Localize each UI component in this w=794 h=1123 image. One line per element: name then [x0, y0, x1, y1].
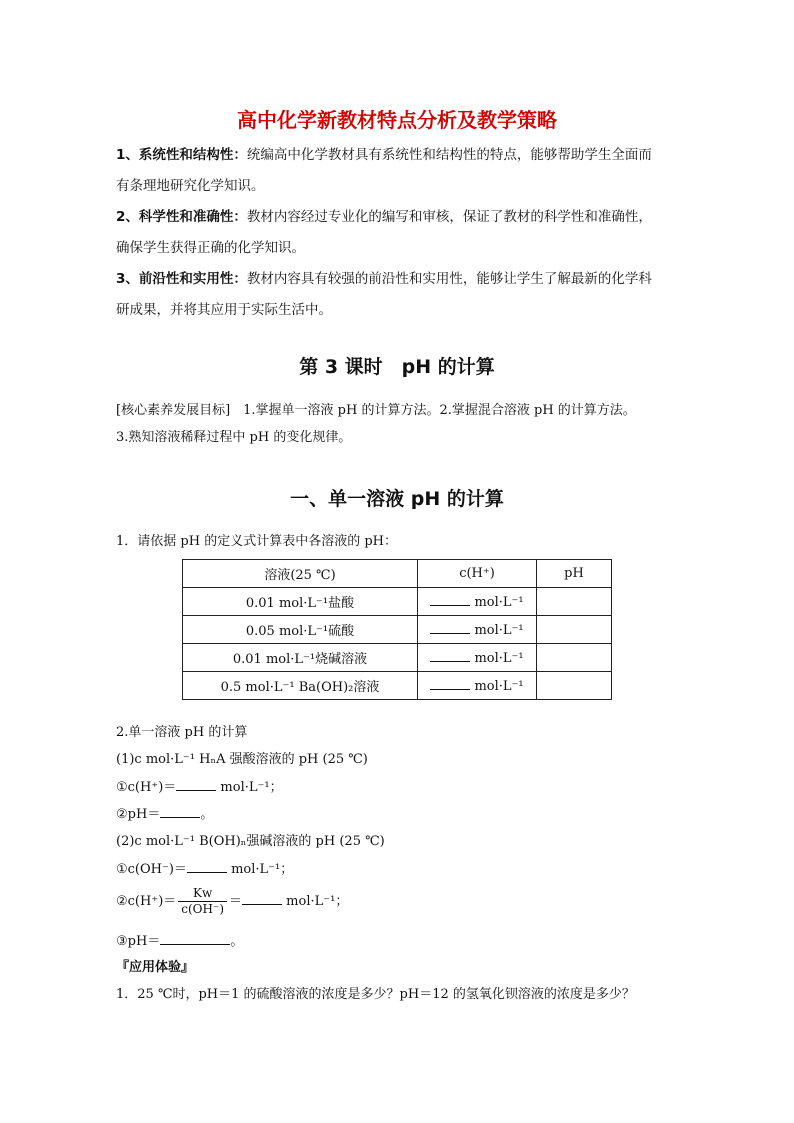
feature-1-label: 1、系统性和结构性：: [116, 147, 247, 163]
feature-2-line1: 2、科学性和准确性：教材内容经过专业化的编写和审核，保证了教材的科学性和准确性，: [116, 209, 652, 225]
feature-2-line2: 确保学生获得正确的化学知识。: [116, 240, 305, 256]
table-header-ph: pH: [537, 560, 612, 588]
apply-question-1: 1．25 ℃时，pH＝1 的硫酸溶液的浓度是多少？pH＝12 的氢氧化钡溶液的浓度是多少？: [116, 987, 635, 1002]
answer-blank[interactable]: [176, 778, 216, 791]
table-cell-solution: 0.05 mol·L⁻¹硫酸: [183, 616, 418, 644]
table-cell-concentration: mol·L⁻¹: [418, 616, 537, 644]
base-item-2: ②c(H⁺)＝ $\frac{Kw}{c(OH^-)}$ ＝ mol·L⁻¹；: [116, 886, 349, 916]
answer-blank[interactable]: [187, 860, 227, 873]
table-header-row: [183, 560, 612, 588]
table-header-concentration: c(H⁺): [418, 560, 537, 588]
feature-2-label: 2、科学性和准确性：: [116, 209, 247, 225]
base-item-3: ③pH＝ 。: [116, 934, 244, 949]
table-cell-ph[interactable]: [537, 672, 612, 700]
table-cell-concentration: mol·L⁻¹: [418, 644, 537, 672]
answer-blank[interactable]: [160, 805, 200, 818]
table-cell-concentration: mol·L⁻¹: [418, 672, 537, 700]
part2-heading: 2.单一溶液 pH 的计算: [116, 725, 248, 740]
table-cell-solution: 0.01 mol·L⁻¹盐酸: [183, 588, 418, 616]
base-item-1: ①c(OH⁻)＝ mol·L⁻¹；: [116, 862, 294, 877]
table-cell-concentration: mol·L⁻¹: [418, 588, 537, 616]
answer-blank[interactable]: [430, 593, 470, 606]
core-goals-line2: 3.熟知溶液稀释过程中 pH 的变化规律。: [116, 430, 352, 445]
lesson-title: 第 3 课时 pH 的计算: [299, 356, 495, 378]
table-row: [183, 588, 612, 616]
answer-blank[interactable]: [430, 649, 470, 662]
acid-heading: (1)c mol·L⁻¹ HₙA 强酸溶液的 pH (25 ℃): [116, 752, 368, 767]
table-header-solution: 溶液(25 ℃): [183, 560, 418, 588]
table-row: [183, 644, 612, 672]
apply-heading: 『应用体验』: [116, 960, 195, 975]
feature-3-line2: 研成果，并将其应用于实际生活中。: [116, 302, 332, 318]
ph-table: [182, 559, 612, 700]
table-cell-solution: 0.01 mol·L⁻¹烧碱溶液: [183, 644, 418, 672]
question-1-text: 1．请依据 pH 的定义式计算表中各溶液的 pH：: [116, 534, 397, 549]
core-goals-line1: [核心素养发展目标] 1.掌握单一溶液 pH 的计算方法。2.掌握混合溶液 pH 的计算方法。: [116, 403, 636, 418]
acid-item-1: ①c(H⁺)＝ mol·L⁻¹；: [116, 780, 283, 795]
feature-3-line1: 3、前沿性和实用性：教材内容具有较强的前沿性和实用性，能够让学生了解最新的化学科: [116, 271, 652, 287]
feature-1-line2: 有条理地研究化学知识。: [116, 178, 265, 194]
table-cell-ph[interactable]: [537, 588, 612, 616]
acid-item-2: ②pH＝ 。: [116, 807, 214, 822]
table-cell-solution: 0.5 mol·L⁻¹ Ba(OH)₂溶液: [183, 672, 418, 700]
table-cell-ph[interactable]: [537, 616, 612, 644]
table-row: [183, 672, 612, 700]
answer-blank[interactable]: [242, 892, 282, 905]
table-row: [183, 616, 612, 644]
kw-fraction: $\frac{Kw}{c(OH^-)}$: [178, 886, 227, 917]
document-title: 高中化学新教材特点分析及教学策略: [237, 108, 557, 132]
answer-blank[interactable]: [430, 677, 470, 690]
base-heading: (2)c mol·L⁻¹ B(OH)ₙ强碱溶液的 pH (25 ℃): [116, 834, 385, 849]
answer-blank[interactable]: [160, 932, 230, 945]
feature-3-label: 3、前沿性和实用性：: [116, 271, 247, 287]
feature-1-line1: 1、系统性和结构性：统编高中化学教材具有系统性和结构性的特点，能够帮助学生全面而: [116, 147, 652, 163]
answer-blank[interactable]: [430, 621, 470, 634]
table-cell-ph[interactable]: [537, 644, 612, 672]
section-title: 一、单一溶液 pH 的计算: [290, 488, 504, 510]
